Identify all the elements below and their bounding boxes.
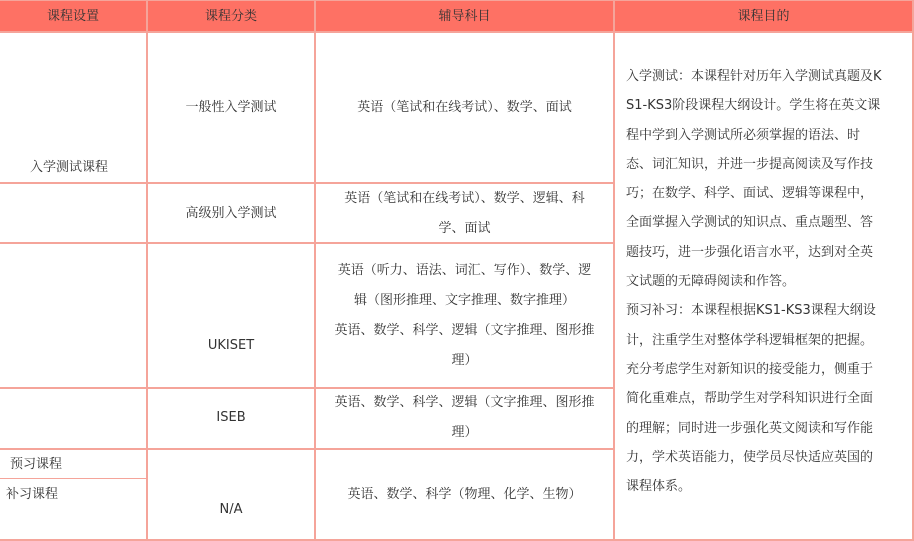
header-course-setting: 课程设置 bbox=[0, 0, 146, 33]
purpose-line: 文试题的无障碍阅读和作答。 bbox=[626, 274, 796, 290]
col-divider-1 bbox=[146, 0, 148, 541]
col-divider-3 bbox=[613, 0, 615, 541]
top-border bbox=[0, 0, 914, 1]
row-divider-2 bbox=[0, 242, 614, 244]
category-advanced-entrance: 高级别入学测试 bbox=[185, 206, 277, 221]
subjects-line: 理） bbox=[451, 425, 478, 440]
subjects-line: 辑（图形推理、文字推理、数字推理） bbox=[353, 293, 575, 308]
purpose-line: 充分考虑学生对新知识的接受能力，侧重于 bbox=[626, 361, 874, 377]
purpose-line: 力，学术英语能力，使学员尽快适应英国的 bbox=[626, 449, 874, 465]
purpose-line: 计，注重学生对整体学科逻辑框架的把握。 bbox=[626, 332, 874, 348]
row-divider-4 bbox=[0, 448, 614, 450]
header-course-purpose: 课程目的 bbox=[615, 0, 912, 33]
subjects-line: 理） bbox=[451, 353, 478, 368]
purpose-line: S1-KS3阶段课程大纲设计。学生将在英文课 bbox=[626, 98, 881, 114]
purpose-line: 题技巧，进一步强化语言水平，达到对全英 bbox=[626, 244, 874, 260]
header-subjects: 辅导科目 bbox=[316, 0, 613, 33]
subjects-line: 英语（听力、语法、词汇、写作）、数学、逻 bbox=[337, 263, 592, 278]
col-divider-2 bbox=[314, 0, 316, 541]
category-ukiset: UKISET bbox=[207, 338, 255, 353]
purpose-line: 程中学到入学测试所必须掌握的语法、时 bbox=[626, 127, 861, 143]
subjects-line: 英语、数学、科学（物理、化学、生物） bbox=[347, 487, 582, 502]
subjects-general-entrance bbox=[316, 93, 613, 123]
subjects-ukiset bbox=[316, 256, 613, 376]
purpose-line: 巧；在数学、科学、面试、逻辑等课程中， bbox=[626, 186, 874, 202]
purpose-line: 全面掌握入学测试的知识点、重点题型、答 bbox=[626, 215, 874, 231]
remedial-course-label: 补习课程 bbox=[6, 487, 59, 502]
category-na: N/A bbox=[219, 502, 243, 517]
purpose-line: 态、词汇知识，并进一步提高阅读及写作技 bbox=[626, 156, 874, 172]
category-general-entrance: 一般性入学测试 bbox=[185, 100, 277, 115]
preview-course-label: 预习课程 bbox=[10, 457, 63, 472]
purpose-line: 入学测试：本课程针对历年入学测试真题及K bbox=[626, 69, 882, 84]
subjects-preview-remedial bbox=[316, 480, 613, 510]
header-border bbox=[0, 31, 914, 33]
row-divider-col1 bbox=[0, 478, 147, 479]
subjects-line: 英语、数学、科学、逻辑（文字推理、图形推 bbox=[334, 395, 595, 410]
purpose-line: 简化重难点，帮助学生对学科知识进行全面 bbox=[626, 391, 874, 407]
row-divider-1 bbox=[0, 182, 614, 184]
subjects-advanced-entrance bbox=[316, 184, 613, 244]
subjects-iseb bbox=[316, 388, 613, 448]
entrance-course-label: 入学测试课程 bbox=[30, 160, 109, 175]
subjects-line: 英语（笔试和在线考试）、数学、逻辑、科 bbox=[344, 191, 585, 206]
course-purpose-text bbox=[615, 62, 912, 501]
subjects-line: 学、面试 bbox=[438, 221, 491, 236]
purpose-line: 课程体系。 bbox=[626, 479, 692, 495]
row-divider-3 bbox=[0, 387, 614, 389]
purpose-line: 的理解；同时进一步强化英文阅读和写作能 bbox=[626, 420, 874, 436]
header-course-category: 课程分类 bbox=[148, 0, 314, 33]
subjects-line: 英语（笔试和在线考试）、数学、面试 bbox=[357, 100, 572, 115]
subjects-line: 英语、数学、科学、逻辑（文字推理、图形推 bbox=[334, 323, 595, 338]
category-iseb: ISEB bbox=[216, 410, 246, 425]
purpose-line: 预习补习：本课程根据KS1-KS3课程大纲设 bbox=[626, 303, 876, 319]
